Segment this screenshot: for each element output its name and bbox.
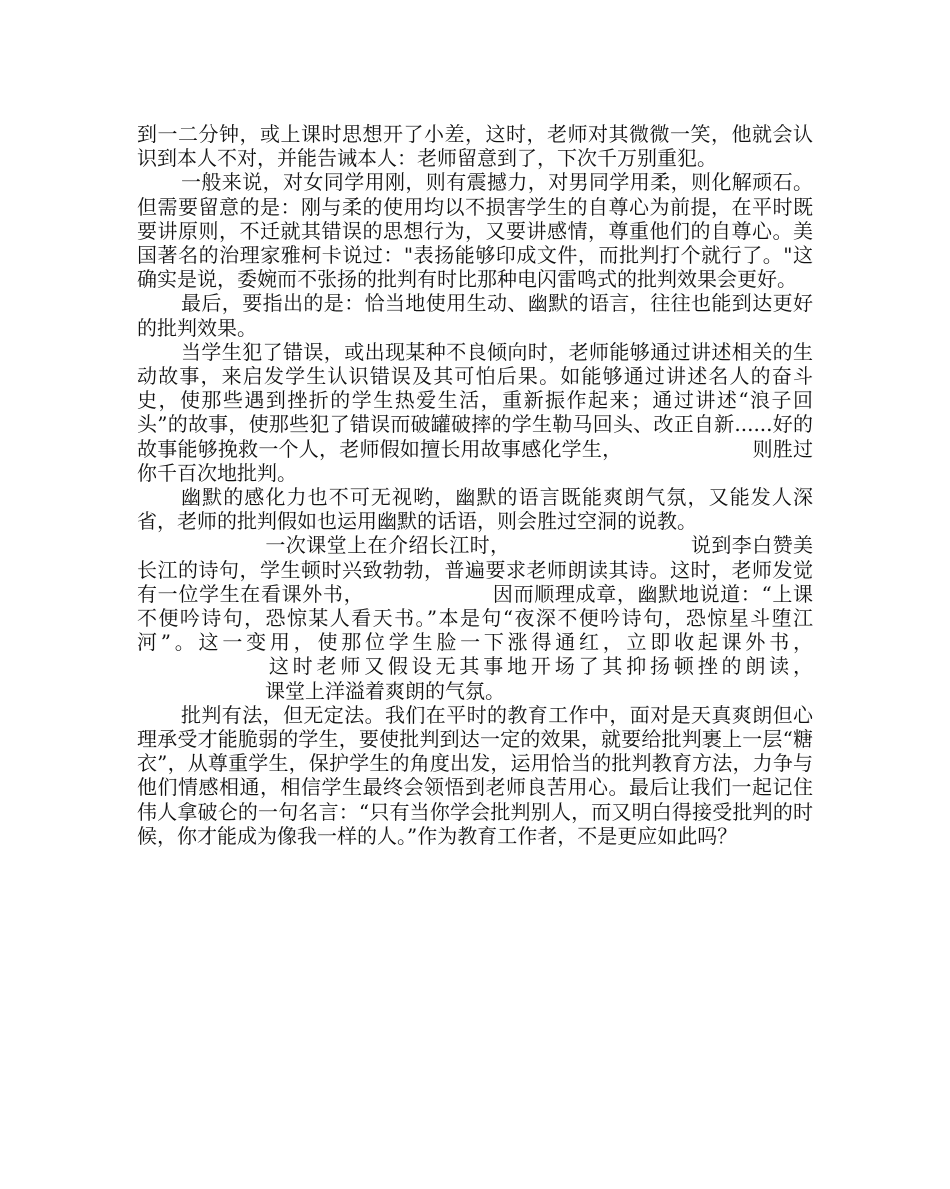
paragraph-2 bbox=[137, 170, 813, 291]
paragraph-7 bbox=[137, 703, 813, 848]
paragraph-6-text-d: 这时老师又假设无其事地开场了其抑扬顿挫的朗读， bbox=[265, 654, 813, 679]
paragraph-3 bbox=[137, 291, 813, 339]
paragraph-6-text-e: 课堂上洋溢着爽朗的气氛。 bbox=[265, 678, 505, 703]
paragraph-1 bbox=[137, 122, 813, 170]
paragraph-4-text-b: 则胜过你千百次地批判。 bbox=[137, 436, 814, 485]
paragraph-4 bbox=[137, 340, 813, 485]
paragraph-5 bbox=[137, 485, 813, 533]
paragraph-6 bbox=[137, 533, 813, 702]
paragraph-7-text: 批判有法，但无定法。我们在平时的教育工作中，面对是天真爽朗但心理承受才能脆弱的学生，要使批判到达一定的效果，就要给批判裹上一层“糖衣”，从尊重学生，保护学生的角度出发，运用恰当的批判教育方法，力争与他们情感相通，相信学生最终会领悟到老师良苦用心。最后让我们一起记住伟人拿破仑的一句名言：“只有当你学会批判别人，而又明白得接受批判的时候，你才能成为像我一样的人。”作为教育工作者，不是更应如此吗？ bbox=[137, 702, 813, 848]
paragraph-5-text: 幽默的感化力也不可无视哟，幽默的语言既能爽朗气氛，又能发人深省，老师的批判假如也运用幽默的话语，则会胜过空洞的说教。 bbox=[137, 485, 813, 534]
paragraph-6-text-a: 一次课堂上在介绍长江时， bbox=[265, 533, 511, 558]
paragraph-6-text-c: 因而顺理成章，幽默地说道：“上课不便吟诗句，恐惊某人看天书。”本是句“夜深不便吟诗句，恐惊星斗堕江河”。这一变用，使那位学生脸一下涨得通红，立即收起课外书， bbox=[137, 581, 814, 655]
paragraph-4-text-a: 当学生犯了错误，或出现某种不良倾向时，老师能够通过讲述相关的生动故事，来启发学生认识错误及其可怕后果。如能够通过讲述名人的奋斗史，使那些遇到挫折的学生热爱生活，重新振作起来；通过讲述“浪子回头”的故事，使那些犯了错误而破罐破摔的学生勒马回头、改正自新......好的故事能够挽救一个人，老师假如擅长用故事感化学生， bbox=[137, 339, 813, 461]
paragraph-6-text-b: 说到李白赞美长江的诗句，学生顿时兴致勃勃，普遍要求老师朗读其诗。这时，老师发觉有一位学生在看课外书， bbox=[137, 533, 814, 606]
document-body bbox=[137, 122, 813, 848]
paragraph-2-text: 一般来说，对女同学用刚，则有震撼力，对男同学用柔，则化解顽石。但需要留意的是：刚与柔的使用均以不损害学生的自尊心为前提，在平时既要讲原则，不迁就其错误的思想行为，又要讲感情，尊重他们的自尊心。美国著名的治理家雅柯卡说过："表扬能够印成文件，而批判打个就行了。"这确实是说，委婉而不张扬的批判有时比那种电闪雷鸣式的批判效果会更好。 bbox=[137, 170, 813, 292]
paragraph-3-text: 最后，要指出的是：恰当地使用生动、幽默的语言，往往也能到达更好的批判效果。 bbox=[137, 291, 813, 340]
paragraph-1-text: 到一二分钟，或上课时思想开了小差，这时，老师对其微微一笑，他就会认识到本人不对，并能告诫本人：老师留意到了，下次千万别重犯。 bbox=[137, 122, 813, 171]
